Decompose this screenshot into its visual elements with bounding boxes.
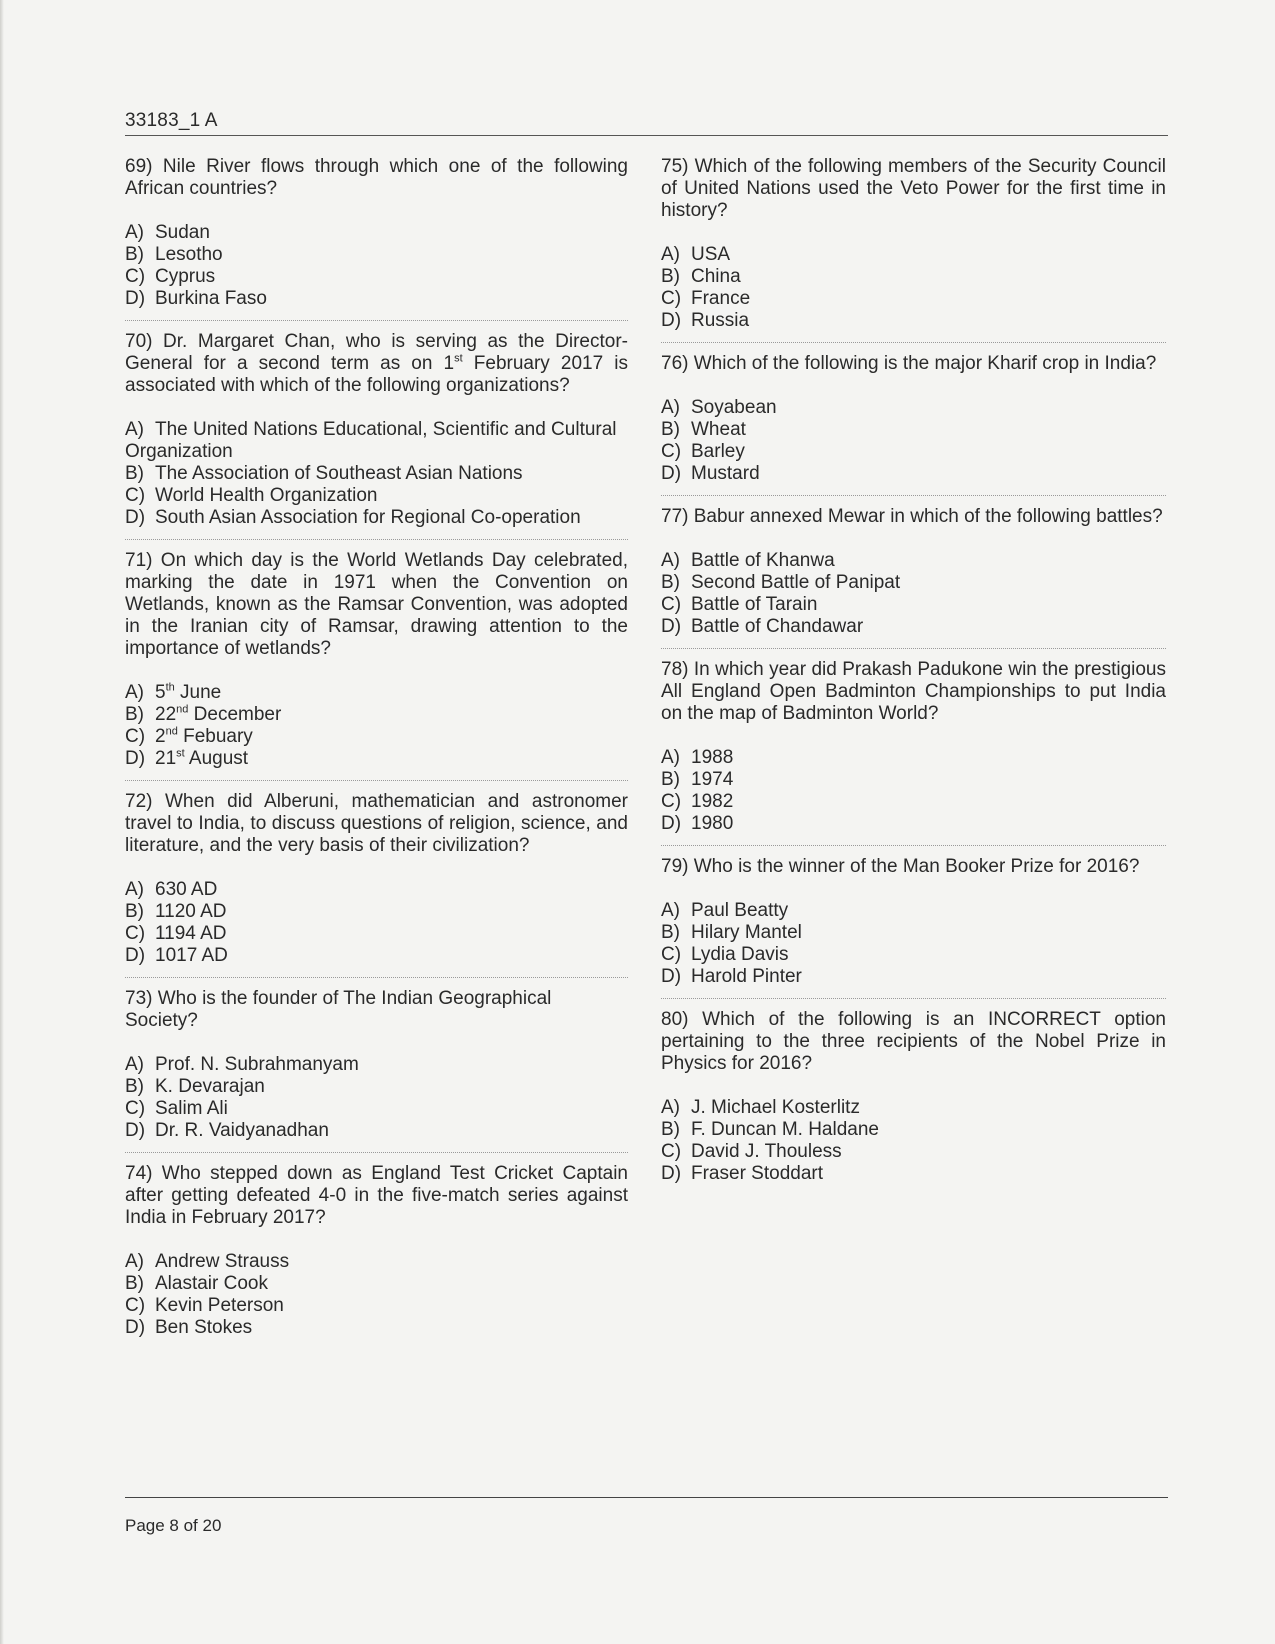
option-letter: C)	[661, 594, 682, 615]
document-code: 33183_1 A	[125, 110, 218, 131]
left-column	[125, 156, 628, 1339]
option-letter: A)	[661, 1097, 680, 1118]
option-letter: A)	[661, 397, 680, 418]
question-separator	[125, 977, 628, 978]
option-letter: B)	[661, 769, 680, 790]
option-d	[125, 945, 628, 967]
option-text: F. Duncan M. Haldane	[691, 1119, 879, 1140]
option-letter: B)	[125, 1273, 144, 1294]
right-column	[661, 156, 1166, 1185]
option-d	[125, 748, 628, 770]
page-number: Page 8 of 20	[125, 1516, 222, 1535]
option-d	[125, 507, 628, 529]
option-c	[661, 594, 1166, 616]
option-text: Kevin Peterson	[155, 1295, 284, 1316]
option-c	[125, 1098, 628, 1120]
option-letter: C)	[125, 485, 146, 506]
question-text-part: 70) Dr. Margaret Chan, who is serving as the Director-General for a second term as on 1	[125, 331, 628, 374]
question-text: 77) Babur annexed Mewar in which of the following battles?	[661, 506, 1163, 527]
option-a	[125, 1054, 628, 1076]
option-letter: D)	[125, 1317, 146, 1338]
ordinal-suffix: st	[176, 747, 185, 760]
option-text: Lydia Davis	[691, 944, 789, 965]
question-separator	[661, 845, 1166, 846]
option-a	[125, 1251, 628, 1273]
option-b	[661, 922, 1166, 944]
option-letter: B)	[125, 901, 144, 922]
option-text: Dr. R. Vaidyanadhan	[155, 1120, 329, 1141]
ordinal-suffix: th	[165, 681, 175, 694]
option-text: Alastair Cook	[155, 1273, 268, 1294]
option-text: Mustard	[691, 463, 760, 484]
option-c	[661, 944, 1166, 966]
option-letter: C)	[661, 791, 682, 812]
option-letter: C)	[661, 441, 682, 462]
option-letter: C)	[125, 726, 146, 747]
option-num: 22	[155, 704, 177, 725]
option-list	[661, 397, 1166, 485]
option-c	[125, 923, 628, 945]
ordinal-suffix: nd	[165, 725, 178, 738]
option-text: Ben Stokes	[155, 1317, 253, 1338]
option-letter: A)	[661, 550, 680, 571]
question-text: 75) Which of the following members of the Security Council of United Nations used the Veto Power for the first time in history?	[661, 156, 1166, 221]
option-letter: D)	[661, 463, 682, 484]
option-num: 21	[155, 748, 177, 769]
option-list	[661, 1097, 1166, 1185]
option-list	[125, 419, 628, 529]
option-list	[125, 1251, 628, 1339]
option-num: 5	[155, 682, 166, 703]
option-text: 1120 AD	[155, 901, 227, 922]
option-b	[661, 419, 1166, 441]
question-80	[661, 1009, 1166, 1185]
option-letter: A)	[661, 900, 680, 921]
option-list	[125, 682, 628, 770]
option-text: Hilary Mantel	[691, 922, 802, 943]
option-list	[661, 244, 1166, 332]
option-letter: D)	[661, 616, 682, 637]
option-text: Battle of Tarain	[691, 594, 818, 615]
question-72	[125, 791, 628, 967]
option-b	[125, 244, 628, 266]
option-text: 1974	[691, 769, 734, 790]
option-c	[125, 1295, 628, 1317]
option-text: Burkina Faso	[155, 288, 267, 309]
option-a	[661, 397, 1166, 419]
header-divider	[125, 135, 1168, 136]
option-text: South Asian Association for Regional Co-operation	[155, 507, 581, 528]
question-separator	[661, 648, 1166, 649]
option-letter: B)	[125, 244, 144, 265]
option-text: Lesotho	[155, 244, 223, 265]
option-letter: B)	[125, 1076, 144, 1097]
option-text: Salim Ali	[155, 1098, 228, 1119]
option-text: Barley	[691, 441, 745, 462]
option-text: Russia	[691, 310, 750, 331]
option-letter: D)	[125, 288, 146, 309]
option-letter: A)	[125, 1251, 144, 1272]
option-letter: B)	[661, 1119, 680, 1140]
option-a	[661, 244, 1166, 266]
option-letter: B)	[125, 704, 144, 725]
option-text: World Health Organization	[155, 485, 378, 506]
option-b	[125, 901, 628, 923]
option-letter: D)	[661, 813, 682, 834]
question-text: 69) Nile River flows through which one of the following African countries?	[125, 156, 628, 199]
option-letter: C)	[661, 944, 682, 965]
option-c	[661, 791, 1166, 813]
option-d	[125, 1317, 628, 1339]
option-letter: A)	[661, 747, 680, 768]
option-a	[661, 747, 1166, 769]
option-text: Second Battle of Panipat	[691, 572, 901, 593]
option-text: Harold Pinter	[691, 966, 802, 987]
option-letter: A)	[125, 419, 144, 440]
question-separator	[125, 1152, 628, 1153]
option-b	[661, 769, 1166, 791]
question-text: 76) Which of the following is the major Kharif crop in India?	[661, 353, 1157, 374]
question-text-part: February 2017 is associated with which of the following organizations?	[125, 353, 628, 396]
option-a	[661, 900, 1166, 922]
option-letter: A)	[125, 1054, 144, 1075]
question-71	[125, 550, 628, 770]
question-separator	[661, 998, 1166, 999]
option-text: 630 AD	[155, 879, 218, 900]
option-text: June	[174, 682, 222, 703]
option-text: The United Nations Educational, Scientific and Cultural Organization	[125, 419, 617, 462]
option-text: Wheat	[691, 419, 746, 440]
question-text: 72) When did Alberuni, mathematician and astronomer travel to India, to discuss questions of religion, science, and literature, and the very basis of their civilization?	[125, 791, 628, 856]
option-b	[661, 266, 1166, 288]
option-letter: B)	[661, 266, 680, 287]
option-text: Fraser Stoddart	[691, 1163, 823, 1184]
option-d	[125, 1120, 628, 1142]
option-text: Battle of Khanwa	[691, 550, 835, 571]
option-text: August	[184, 748, 249, 769]
option-a	[661, 550, 1166, 572]
option-c	[661, 288, 1166, 310]
option-letter: A)	[661, 244, 680, 265]
option-list	[661, 550, 1166, 638]
option-letter: B)	[661, 572, 680, 593]
question-74	[125, 1163, 628, 1339]
option-letter: D)	[125, 1120, 146, 1141]
scan-edge-shadow	[0, 0, 4, 1644]
option-letter: A)	[125, 222, 144, 243]
option-text: 1980	[691, 813, 734, 834]
option-d	[661, 1163, 1166, 1185]
question-separator	[661, 342, 1166, 343]
question-69	[125, 156, 628, 310]
option-text: 1017 AD	[155, 945, 228, 966]
option-text: Sudan	[155, 222, 210, 243]
option-text: 1194 AD	[155, 923, 227, 944]
option-letter: D)	[125, 748, 146, 769]
option-text: France	[691, 288, 751, 309]
question-text	[125, 331, 628, 397]
ordinal-suffix: nd	[176, 703, 189, 716]
option-letter: C)	[125, 1098, 146, 1119]
option-b	[661, 1119, 1166, 1141]
option-letter: B)	[125, 463, 144, 484]
option-text: J. Michael Kosterlitz	[691, 1097, 860, 1118]
option-text: 1988	[691, 747, 734, 768]
option-list	[661, 747, 1166, 835]
option-letter: A)	[125, 879, 144, 900]
question-separator	[125, 539, 628, 540]
option-d	[661, 310, 1166, 332]
question-79	[661, 856, 1166, 988]
question-76	[661, 353, 1166, 485]
footer-divider	[125, 1497, 1168, 1498]
option-text: Cyprus	[155, 266, 216, 287]
question-text: 74) Who stepped down as England Test Cricket Captain after getting defeated 4-0 in the five-match series against India in February 2017?	[125, 1163, 628, 1228]
option-d	[661, 813, 1166, 835]
option-list	[661, 900, 1166, 988]
option-letter: B)	[661, 419, 680, 440]
option-a	[125, 879, 628, 901]
option-letter: D)	[661, 1163, 682, 1184]
option-letter: C)	[661, 1141, 682, 1162]
option-letter: C)	[125, 923, 146, 944]
option-text: USA	[691, 244, 731, 265]
option-d	[661, 616, 1166, 638]
option-c	[125, 485, 628, 507]
option-list	[125, 1054, 628, 1142]
option-c	[661, 441, 1166, 463]
option-list	[125, 879, 628, 967]
question-70	[125, 331, 628, 529]
option-num: 2	[155, 726, 166, 747]
option-text: China	[691, 266, 741, 287]
option-a	[661, 1097, 1166, 1119]
option-b	[125, 1076, 628, 1098]
option-text: Paul Beatty	[691, 900, 789, 921]
option-c	[125, 266, 628, 288]
option-letter: C)	[661, 288, 682, 309]
option-text: Soyabean	[691, 397, 777, 418]
option-text: Prof. N. Subrahmanyam	[155, 1054, 359, 1075]
option-letter: D)	[661, 310, 682, 331]
question-separator	[661, 495, 1166, 496]
option-text: The Association of Southeast Asian Nations	[155, 463, 523, 484]
option-a	[125, 222, 628, 244]
option-text: Febuary	[177, 726, 253, 747]
option-text: K. Devarajan	[155, 1076, 265, 1097]
option-letter: D)	[661, 966, 682, 987]
question-separator	[125, 320, 628, 321]
ordinal-suffix: st	[454, 352, 463, 365]
option-letter: D)	[125, 945, 146, 966]
question-73	[125, 988, 628, 1142]
option-list	[125, 222, 628, 310]
option-d	[661, 463, 1166, 485]
question-text: 71) On which day is the World Wetlands Day celebrated, marking the date in 1971 when the Convention on Wetlands, known as the Ramsar Convention, was adopted in the Iranian city of Ramsar, drawing attention to the importance of wetlands?	[125, 550, 628, 659]
option-text: December	[188, 704, 282, 725]
option-letter: B)	[661, 922, 680, 943]
question-78	[661, 659, 1166, 835]
option-a	[125, 682, 628, 704]
option-letter: C)	[125, 1295, 146, 1316]
question-text: 73) Who is the founder of The Indian Geographical Society?	[125, 988, 552, 1031]
question-text: 80) Which of the following is an INCORRECT option pertaining to the three recipients of the Nobel Prize in Physics for 2016?	[661, 1009, 1166, 1074]
question-separator	[125, 780, 628, 781]
option-a	[125, 419, 628, 463]
option-text: David J. Thouless	[691, 1141, 842, 1162]
option-b	[125, 463, 628, 485]
option-text: 1982	[691, 791, 734, 812]
option-d	[125, 288, 628, 310]
option-letter: A)	[125, 682, 144, 703]
option-d	[661, 966, 1166, 988]
option-c	[125, 726, 628, 748]
option-b	[125, 704, 628, 726]
option-text: Battle of Chandawar	[691, 616, 864, 637]
option-letter: C)	[125, 266, 146, 287]
option-c	[661, 1141, 1166, 1163]
option-letter: D)	[125, 507, 146, 528]
option-text: Andrew Strauss	[155, 1251, 290, 1272]
question-text: 78) In which year did Prakash Padukone win the prestigious All England Open Badminton Championships to put India on the map of Badminton World?	[661, 659, 1166, 724]
option-b	[661, 572, 1166, 594]
question-75	[661, 156, 1166, 332]
option-b	[125, 1273, 628, 1295]
question-text: 79) Who is the winner of the Man Booker Prize for 2016?	[661, 856, 1140, 877]
question-77	[661, 506, 1166, 638]
